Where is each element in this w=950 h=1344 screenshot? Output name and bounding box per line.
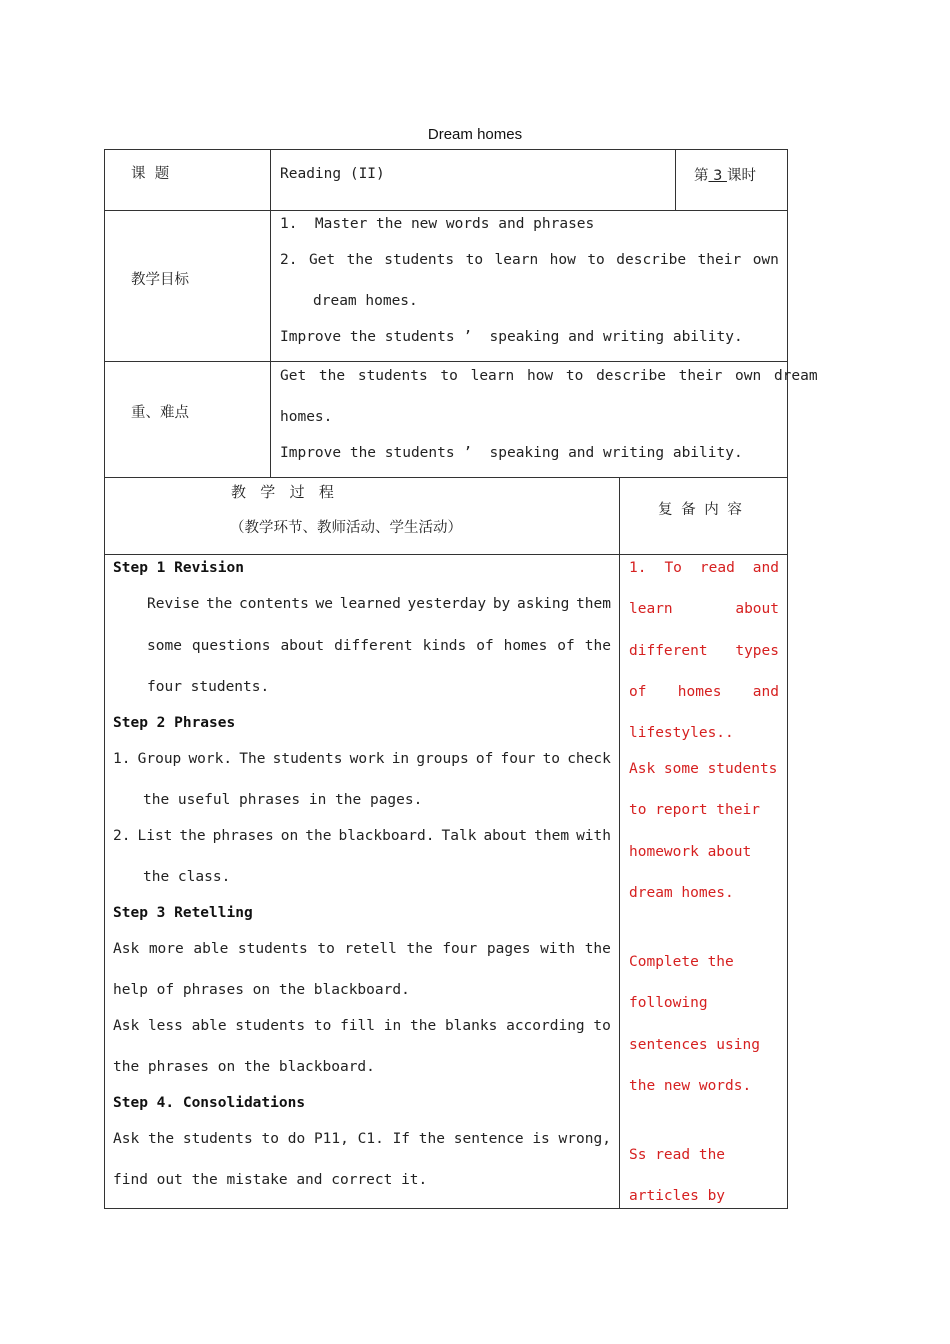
step-4-line: Ask the students to do P11, C1. If the sentence is wrong, bbox=[113, 1131, 611, 1147]
step-3-line: the phrases on the blackboard. bbox=[113, 1059, 375, 1075]
step-4-line: find out the mistake and correct it. bbox=[113, 1172, 428, 1188]
topic-label: 课 题 bbox=[131, 166, 170, 182]
notes-title: 复 备 内 容 bbox=[658, 502, 744, 518]
key-point-item: Improve the students ’ speaking and writing ability. bbox=[280, 445, 743, 461]
step-1-line: Revise the contents we learned yesterday by asking them bbox=[147, 596, 611, 612]
divider bbox=[675, 150, 676, 210]
note-line: dream homes. bbox=[629, 885, 734, 901]
step-1-line: four students. bbox=[147, 679, 270, 695]
note-line: Ask some students bbox=[629, 761, 778, 777]
step-2-title: Step 2 Phrases bbox=[113, 715, 236, 731]
step-4-title: Step 4. Consolidations bbox=[113, 1095, 306, 1111]
key-point-item: homes. bbox=[280, 409, 333, 425]
period-count bbox=[694, 167, 756, 185]
period-number: 3 bbox=[708, 168, 727, 184]
lesson-info-table bbox=[104, 149, 788, 478]
divider bbox=[105, 210, 787, 211]
step-2-line: 2. List the phrases on the blackboard. Talk about them with bbox=[113, 828, 611, 844]
step-1-title: Step 1 Revision bbox=[113, 560, 244, 576]
step-3-line: Ask less able students to fill in the blanks according to bbox=[113, 1018, 611, 1034]
divider bbox=[105, 361, 787, 362]
note-line: following bbox=[629, 995, 708, 1011]
note-line: 1. To read and bbox=[629, 560, 779, 576]
divider bbox=[270, 150, 271, 477]
objective-item: 1. Master the new words and phrases bbox=[280, 216, 595, 232]
divider bbox=[619, 478, 620, 1208]
step-2-line: the useful phrases in the pages. bbox=[143, 792, 423, 808]
objectives-label: 教学目标 bbox=[131, 272, 189, 288]
note-line: of homes and bbox=[629, 684, 779, 700]
step-2-line: 1. Group work. The students work in groups of four to check bbox=[113, 751, 611, 767]
topic-value: Reading (II) bbox=[280, 166, 385, 182]
note-line: articles by bbox=[629, 1188, 726, 1204]
key-points-label: 重、难点 bbox=[131, 405, 189, 421]
step-3-line: Ask more able students to retell the four pages with the bbox=[113, 941, 611, 957]
objective-item: 2. Get the students to learn how to describe their own bbox=[280, 252, 779, 268]
note-line: Complete the bbox=[629, 954, 734, 970]
divider bbox=[105, 554, 787, 555]
note-line: the new words. bbox=[629, 1078, 752, 1094]
note-line: homework about bbox=[629, 844, 752, 860]
note-line: lifestyles.. bbox=[629, 725, 734, 741]
step-1-line: some questions about different kinds of homes of the bbox=[147, 638, 611, 654]
process-title: 教 学 过 程 bbox=[231, 483, 334, 501]
document-title: Dream homes bbox=[427, 126, 523, 143]
note-line: Ss read the bbox=[629, 1147, 726, 1163]
step-3-line: help of phrases on the blackboard. bbox=[113, 982, 410, 998]
process-subtitle: （教学环节、教师活动、学生活动） bbox=[230, 520, 462, 536]
period-suffix: 课时 bbox=[726, 168, 756, 184]
objective-item: Improve the students ’ speaking and writing ability. bbox=[280, 329, 743, 345]
note-line: learn about bbox=[629, 601, 779, 617]
key-point-item: Get the students to learn how to describe their own dream bbox=[280, 368, 818, 384]
step-2-line: the class. bbox=[143, 869, 231, 885]
objective-item: dream homes. bbox=[313, 293, 418, 309]
note-line: sentences using bbox=[629, 1037, 760, 1053]
period-prefix: 第 bbox=[694, 168, 709, 184]
step-3-title: Step 3 Retelling bbox=[113, 905, 253, 921]
note-line: to report their bbox=[629, 802, 760, 818]
note-line: different types bbox=[629, 643, 779, 659]
